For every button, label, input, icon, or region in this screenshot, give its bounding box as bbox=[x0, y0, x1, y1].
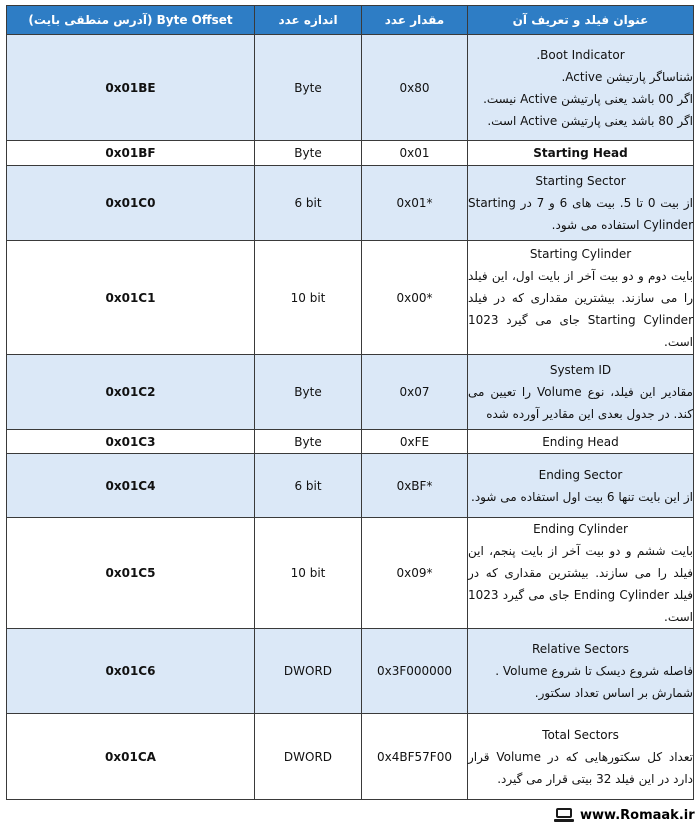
field-size: 6 bit bbox=[255, 454, 362, 518]
field-title: Total Sectors bbox=[542, 727, 619, 742]
field-size: 10 bit bbox=[255, 241, 362, 355]
table-row bbox=[7, 518, 694, 629]
field-value: 0x80 bbox=[362, 35, 468, 141]
table-row bbox=[7, 35, 694, 141]
field-size: 6 bit bbox=[255, 166, 362, 241]
field-detail: مقادیر این فیلد، نوع Volume را تعیین می کند. در جدول بعدی این مقادیر آورده شده bbox=[468, 385, 693, 421]
field-size: Byte bbox=[255, 35, 362, 141]
site-url: www.Romaak.ir bbox=[580, 807, 695, 823]
field-detail: از بیت 0 تا 5. بیت های 6 و 7 در Starting Cylinder استفاده می شود. bbox=[468, 196, 693, 232]
field-offset: 0x01C5 bbox=[7, 518, 255, 629]
field-offset: 0x01C0 bbox=[7, 166, 255, 241]
field-description bbox=[468, 355, 694, 430]
field-title: Starting Sector bbox=[535, 174, 626, 188]
field-value: 0xFE bbox=[362, 430, 468, 454]
field-offset: 0x01BF bbox=[7, 141, 255, 166]
field-detail: بایت دوم و دو بیت آخر از بایت اول، این فیلد را می سازند. بیشترین مقداری که در فیلد Starting Cylinder جای می گیرد 1023 است. bbox=[468, 268, 694, 349]
table-row bbox=[7, 355, 694, 430]
field-description bbox=[468, 629, 694, 714]
field-value: 0x00* bbox=[362, 241, 468, 355]
field-title: Ending Head bbox=[542, 434, 619, 449]
field-detail: فاصله شروع دیسک تا شروع Volume . bbox=[495, 664, 693, 678]
field-value: 0x09* bbox=[362, 518, 468, 629]
header-offset: Byte Offset (آدرس منطقی بایت) bbox=[7, 6, 255, 35]
field-detail: بایت ششم و دو بیت آخر از بایت پنجم، این فیلد را می سازند. بیشترین مقداری که در فیلد Ending Cylinder جای می گیرد 1023 است. bbox=[468, 544, 693, 624]
field-description bbox=[468, 714, 694, 800]
field-description bbox=[468, 241, 694, 355]
field-size: Byte bbox=[255, 141, 362, 166]
field-offset: 0x01C1 bbox=[7, 241, 255, 355]
field-size: 10 bit bbox=[255, 518, 362, 629]
field-value: 0x01* bbox=[362, 166, 468, 241]
header-size: اندازه عدد bbox=[255, 6, 362, 35]
field-title: Boot Indicator. bbox=[536, 47, 625, 62]
field-detail: شناساگر پارتیشن Active. bbox=[561, 69, 693, 84]
field-title: Ending Sector bbox=[538, 467, 623, 482]
header-title-definition: عنوان فیلد و تعریف آن bbox=[468, 6, 694, 35]
field-offset: 0x01BE bbox=[7, 35, 255, 141]
field-offset: 0x01C6 bbox=[7, 629, 255, 714]
field-value: 0x07 bbox=[362, 355, 468, 430]
field-offset: 0x01C3 bbox=[7, 430, 255, 454]
partition-table bbox=[6, 5, 694, 800]
field-description bbox=[468, 35, 694, 141]
field-detail: اگر 80 باشد یعنی پارتیشن Active است. bbox=[487, 113, 693, 128]
field-title: Ending Cylinder bbox=[533, 522, 628, 536]
table-row bbox=[7, 141, 694, 166]
field-description bbox=[468, 141, 694, 166]
table-row bbox=[7, 430, 694, 454]
field-title: System ID bbox=[549, 363, 612, 377]
field-title: Starting Cylinder bbox=[529, 246, 632, 261]
field-description bbox=[468, 430, 694, 454]
table-row bbox=[7, 454, 694, 518]
field-size: DWORD bbox=[255, 714, 362, 800]
field-size: DWORD bbox=[255, 629, 362, 714]
table-row bbox=[7, 629, 694, 714]
field-offset: 0x01CA bbox=[7, 714, 255, 800]
table-header-row bbox=[7, 6, 694, 35]
field-description bbox=[468, 454, 694, 518]
field-value: 0x01 bbox=[362, 141, 468, 166]
table-row bbox=[7, 166, 694, 241]
field-title: Starting Head bbox=[533, 146, 628, 160]
field-offset: 0x01C4 bbox=[7, 454, 255, 518]
field-description bbox=[468, 166, 694, 241]
field-title: Relative Sectors bbox=[531, 642, 630, 656]
field-value: 0x3F000000 bbox=[362, 629, 468, 714]
field-description bbox=[468, 518, 694, 629]
field-detail: شمارش بر اساس تعداد سکتور. bbox=[534, 686, 693, 700]
field-offset: 0x01C2 bbox=[7, 355, 255, 430]
field-detail: از این بایت تنها 6 بیت اول استفاده می شود. bbox=[471, 489, 693, 504]
field-value: 0xBF* bbox=[362, 454, 468, 518]
table-row bbox=[7, 714, 694, 800]
computer-icon bbox=[554, 807, 574, 823]
header-value: مقدار عدد bbox=[362, 6, 468, 35]
field-value: 0x4BF57F00 bbox=[362, 714, 468, 800]
field-size: Byte bbox=[255, 355, 362, 430]
field-size: Byte bbox=[255, 430, 362, 454]
site-logo[interactable] bbox=[554, 806, 695, 824]
field-detail: اگر 00 باشد یعنی پارتیشن Active نیست. bbox=[483, 91, 693, 106]
field-detail: تعداد کل سکتورهایی که در Volume قرار دارد در این فیلد 32 بیتی قرار می گیرد. bbox=[468, 749, 693, 786]
table-row bbox=[7, 241, 694, 355]
